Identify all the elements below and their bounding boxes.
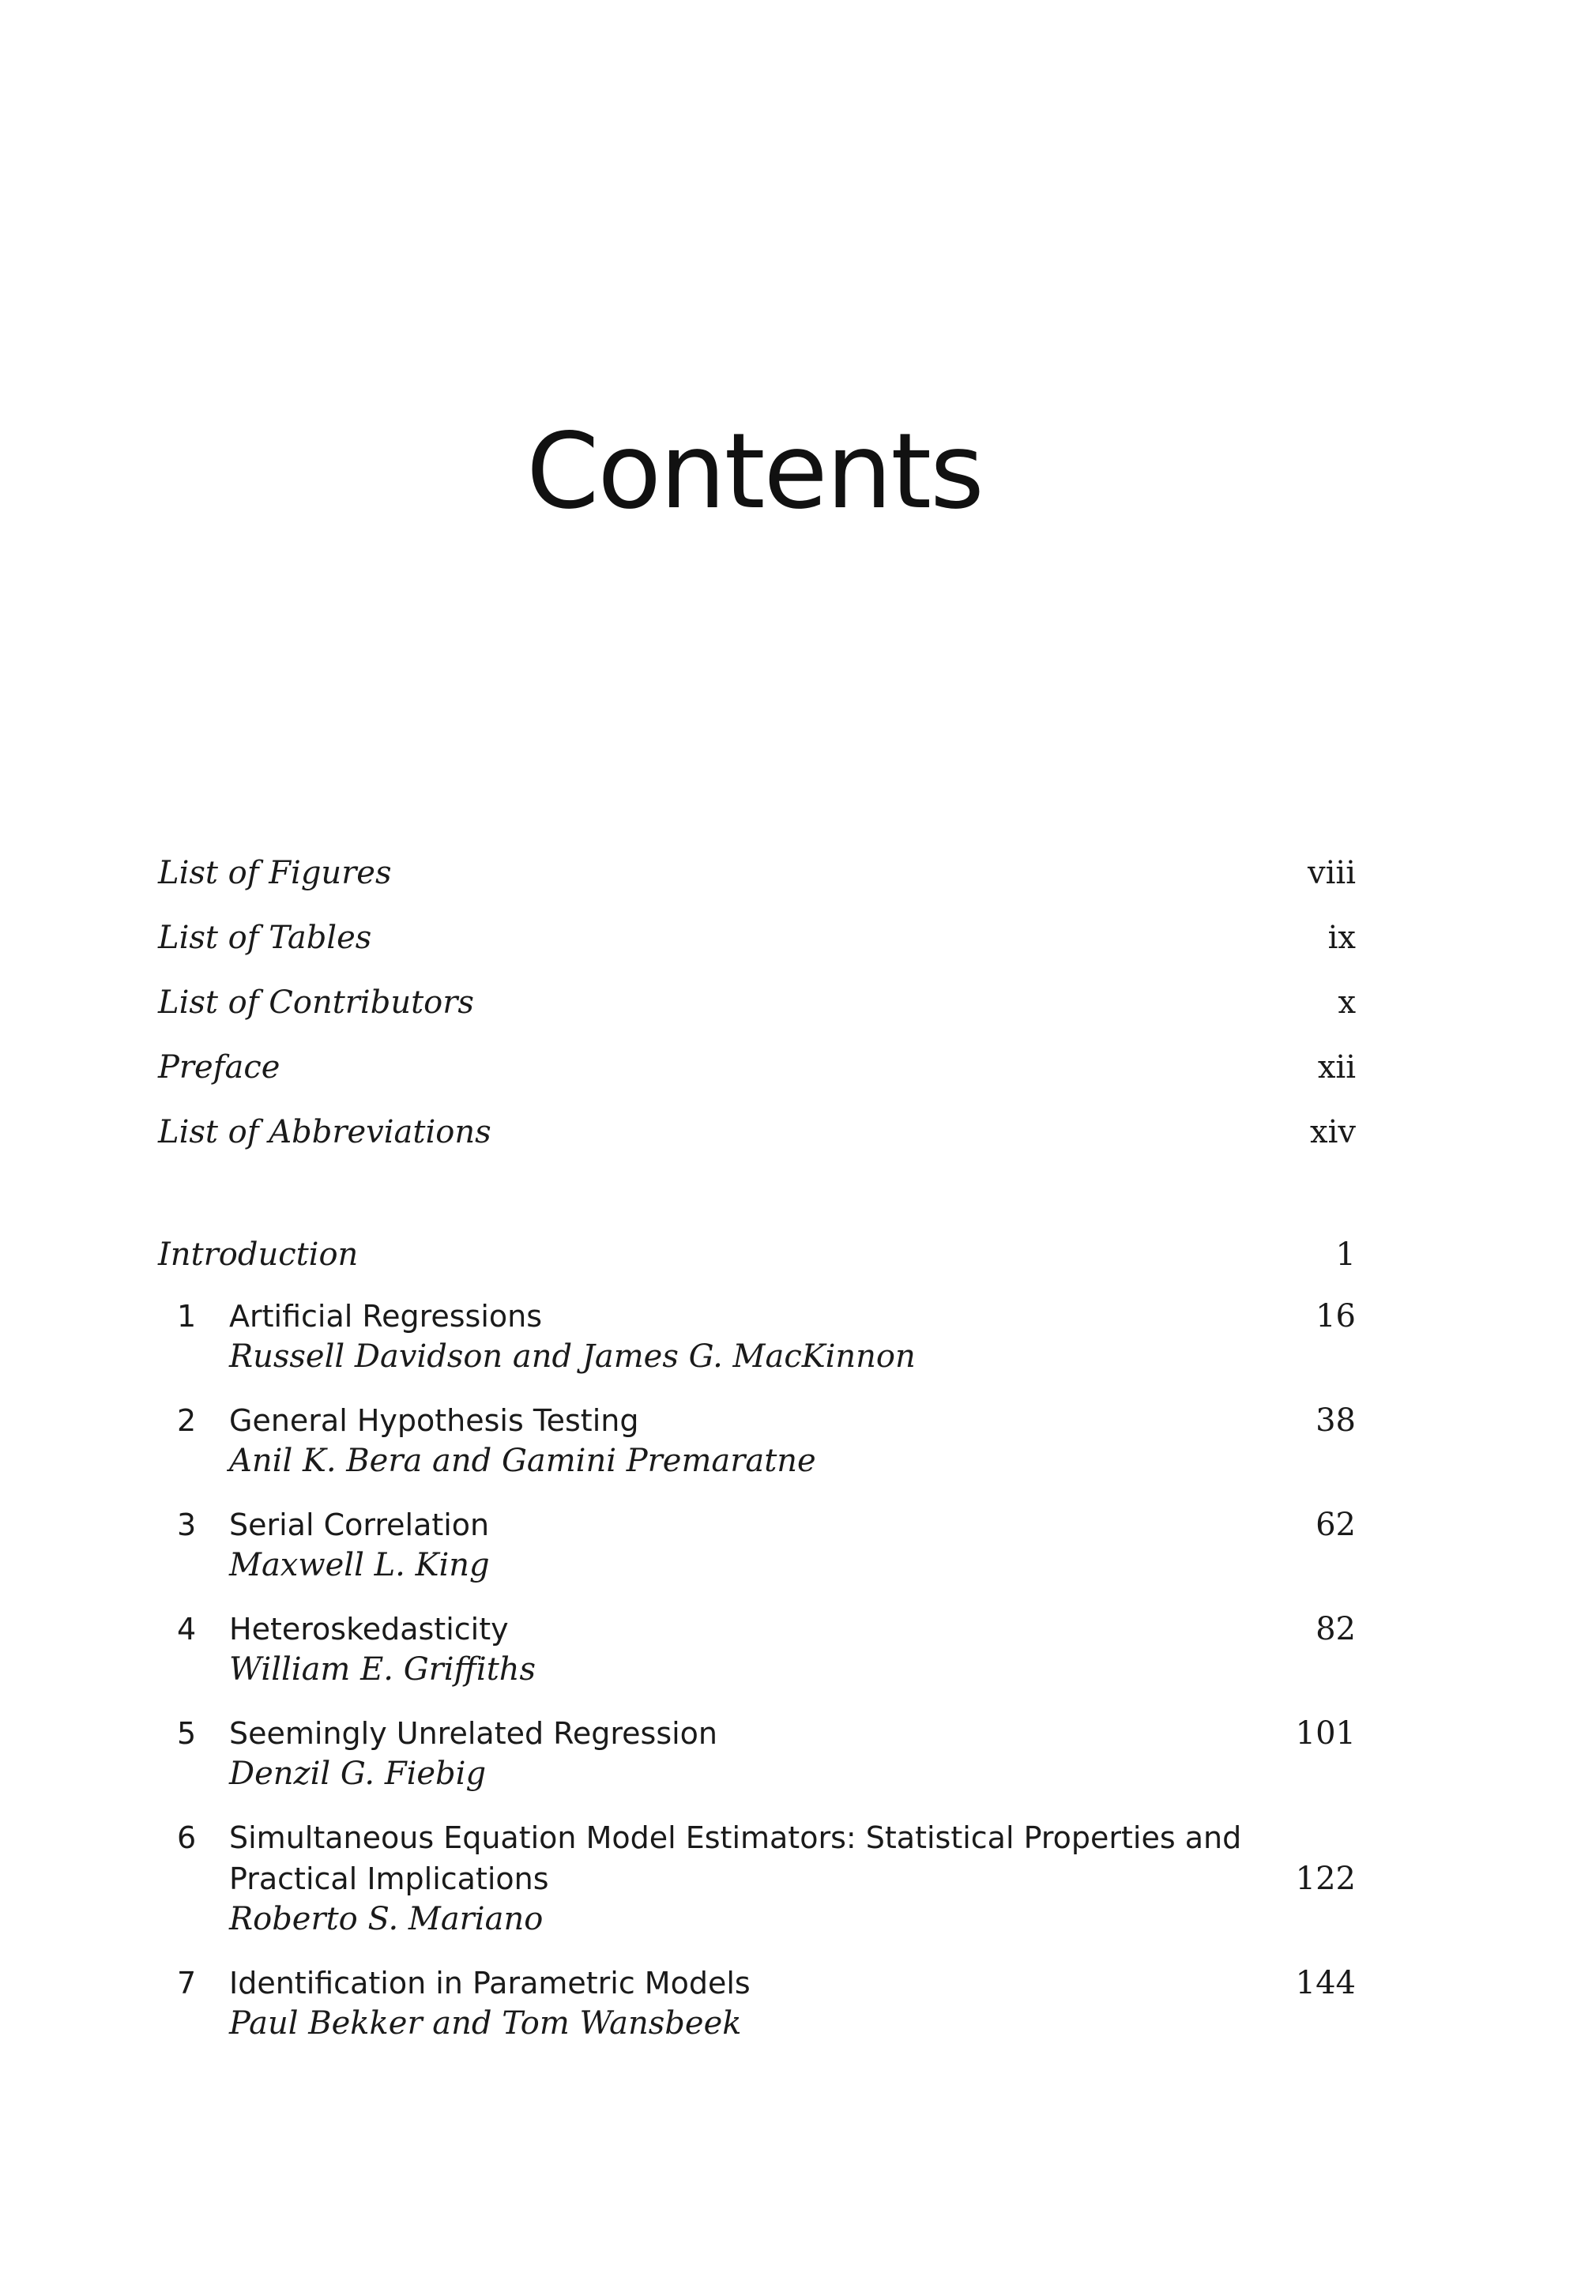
chapter-page: 16 [1316, 1298, 1356, 1334]
chapter-author: William E. Griffiths [229, 1651, 536, 1688]
chapter-title: Seemingly Unrelated Regression [229, 1716, 718, 1751]
chapter-entry-6[interactable] [158, 1817, 1356, 1939]
front-matter-list [158, 849, 1356, 1173]
chapter-page: 82 [1316, 1611, 1356, 1647]
chapter-entry-4[interactable] [158, 1609, 1356, 1689]
toc-entry-page: viii [1308, 855, 1356, 891]
chapter-number: 1 [177, 1299, 197, 1334]
chapter-number: 7 [177, 1966, 197, 2001]
toc-entry-list-of-tables[interactable] [158, 914, 1356, 979]
toc-entry-label: List of Figures [158, 855, 392, 891]
chapter-page: 144 [1295, 1965, 1356, 2001]
table-of-contents [158, 849, 1356, 2067]
chapter-number: 2 [177, 1403, 197, 1438]
chapter-title: Heteroskedasticity [229, 1612, 509, 1647]
chapter-title: Identification in Parametric Models [229, 1966, 751, 2001]
chapter-number: 3 [177, 1507, 197, 1542]
chapter-number: 5 [177, 1716, 197, 1751]
chapter-author: Denzil G. Fiebig [229, 1756, 487, 1792]
chapter-title: Simultaneous Equation Model Estimators: Statistical Properties and Practical Implications [229, 1820, 1242, 1896]
chapter-page: 122 [1295, 1861, 1356, 1897]
toc-entry-page: xiv [1310, 1114, 1356, 1150]
toc-entry-label: Introduction [158, 1236, 359, 1273]
toc-entry-label: List of Tables [158, 920, 372, 956]
chapter-page: 101 [1295, 1715, 1356, 1752]
chapter-title: Artificial Regressions [229, 1299, 543, 1334]
chapter-author: Roberto S. Mariano [229, 1901, 544, 1937]
toc-entry-list-of-abbreviations[interactable] [158, 1108, 1356, 1173]
chapter-author: Russell Davidson and James G. MacKinnon [229, 1338, 916, 1375]
chapter-entry-7[interactable] [158, 1963, 1356, 2043]
chapter-entry-3[interactable] [158, 1504, 1356, 1585]
chapter-page: 62 [1316, 1507, 1356, 1543]
chapter-author: Maxwell L. King [229, 1547, 490, 1583]
toc-entry-label: List of Abbreviations [158, 1114, 491, 1150]
chapter-entry-5[interactable] [158, 1713, 1356, 1794]
toc-entry-list-of-figures[interactable] [158, 849, 1356, 914]
chapter-title: General Hypothesis Testing [229, 1403, 639, 1438]
chapter-number: 6 [177, 1820, 197, 1855]
toc-entry-label: Preface [158, 1049, 280, 1086]
chapter-author: Paul Bekker and Tom Wansbeek [229, 2005, 742, 2042]
chapter-list [158, 1296, 1356, 2043]
chapter-author: Anil K. Bera and Gamini Premaratne [229, 1443, 816, 1479]
toc-entry-introduction[interactable] [158, 1231, 1356, 1296]
toc-entry-label: List of Contributors [158, 984, 474, 1021]
toc-entry-page: ix [1327, 920, 1356, 956]
toc-entry-page: 1 [1335, 1236, 1356, 1273]
chapter-entry-1[interactable] [158, 1296, 1356, 1376]
toc-entry-page: xii [1317, 1049, 1356, 1086]
chapter-page: 38 [1316, 1402, 1356, 1439]
toc-entry-page: x [1338, 984, 1356, 1021]
toc-entry-list-of-contributors[interactable] [158, 979, 1356, 1044]
chapter-title: Serial Correlation [229, 1507, 490, 1542]
chapter-entry-2[interactable] [158, 1400, 1356, 1481]
chapter-number: 4 [177, 1612, 197, 1647]
toc-entry-preface[interactable] [158, 1044, 1356, 1108]
page-title: Contents [526, 411, 983, 533]
